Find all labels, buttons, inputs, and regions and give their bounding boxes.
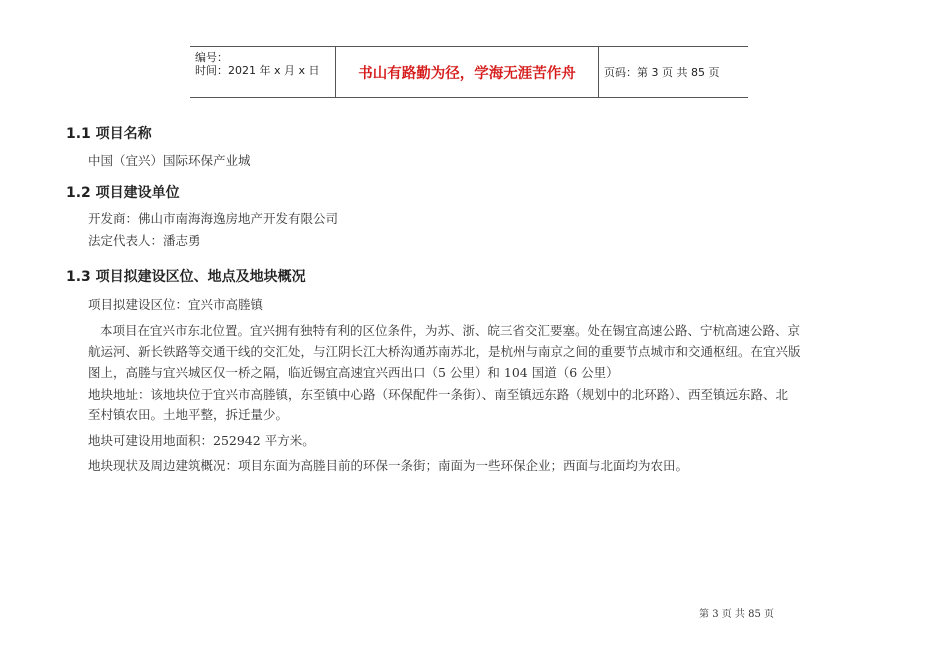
buildable-area: 地块可建设用地面积：252942 平方米。: [88, 433, 315, 448]
page-header: [190, 46, 748, 98]
section-heading-1-1: 1.1 项目名称: [66, 126, 152, 142]
header-meta: [190, 47, 336, 97]
plot-address-line-2: 至村镇农田。土地平整，拆迁量少。: [88, 407, 289, 422]
location-description-line-2: 航运河、新长铁路等交通干线的交汇处，与江阴长江大桥沟通苏南苏北，是杭州与南京之间的重要节点城市和交通枢纽。在宜兴版: [88, 344, 801, 359]
project-name: 中国（宜兴）国际环保产业城: [88, 153, 251, 168]
section-heading-1-2: 1.2 项目建设单位: [66, 185, 180, 201]
developer: 开发商：佛山市南海海逸房地产开发有限公司: [88, 211, 339, 226]
section-heading-1-3: 1.3 项目拟建设区位、地点及地块概况: [66, 269, 306, 285]
document-number-label: 编号：: [195, 51, 228, 64]
document-time-label: 时间：2021 年 x 月 x 日: [195, 64, 320, 77]
header-page-number: 页码：第 3 页 共 85 页: [604, 66, 720, 79]
surroundings: 地块现状及周边建筑概况：项目东面为高塍目前的环保一条街；南面为一些环保企业；西面与北面均为农田。: [88, 458, 689, 473]
location-zone: 项目拟建设区位：宜兴市高塍镇: [88, 297, 264, 312]
header-motto: 书山有路勤为径，学海无涯苦作舟: [336, 47, 599, 97]
page-footer: 第 3 页 共 85 页: [699, 609, 774, 620]
legal-representative: 法定代表人：潘志勇: [88, 233, 201, 248]
location-description-line-3: 图上，高塍与宜兴城区仅一桥之隔，临近锡宜高速宜兴西出口（5 公里）和 104 国道（6 公里）: [88, 365, 619, 380]
location-description-line-1: 本项目在宜兴市东北位置。宜兴拥有独特有利的区位条件，为苏、浙、皖三省交汇要塞。处在锡宜高速公路、宁杭高速公路、京: [100, 323, 801, 338]
plot-address-line-1: 地块地址：该地块位于宜兴市高塍镇，东至镇中心路（环保配件一条街）、南至镇远东路（规划中的北环路）、西至镇远东路、北: [88, 387, 789, 402]
